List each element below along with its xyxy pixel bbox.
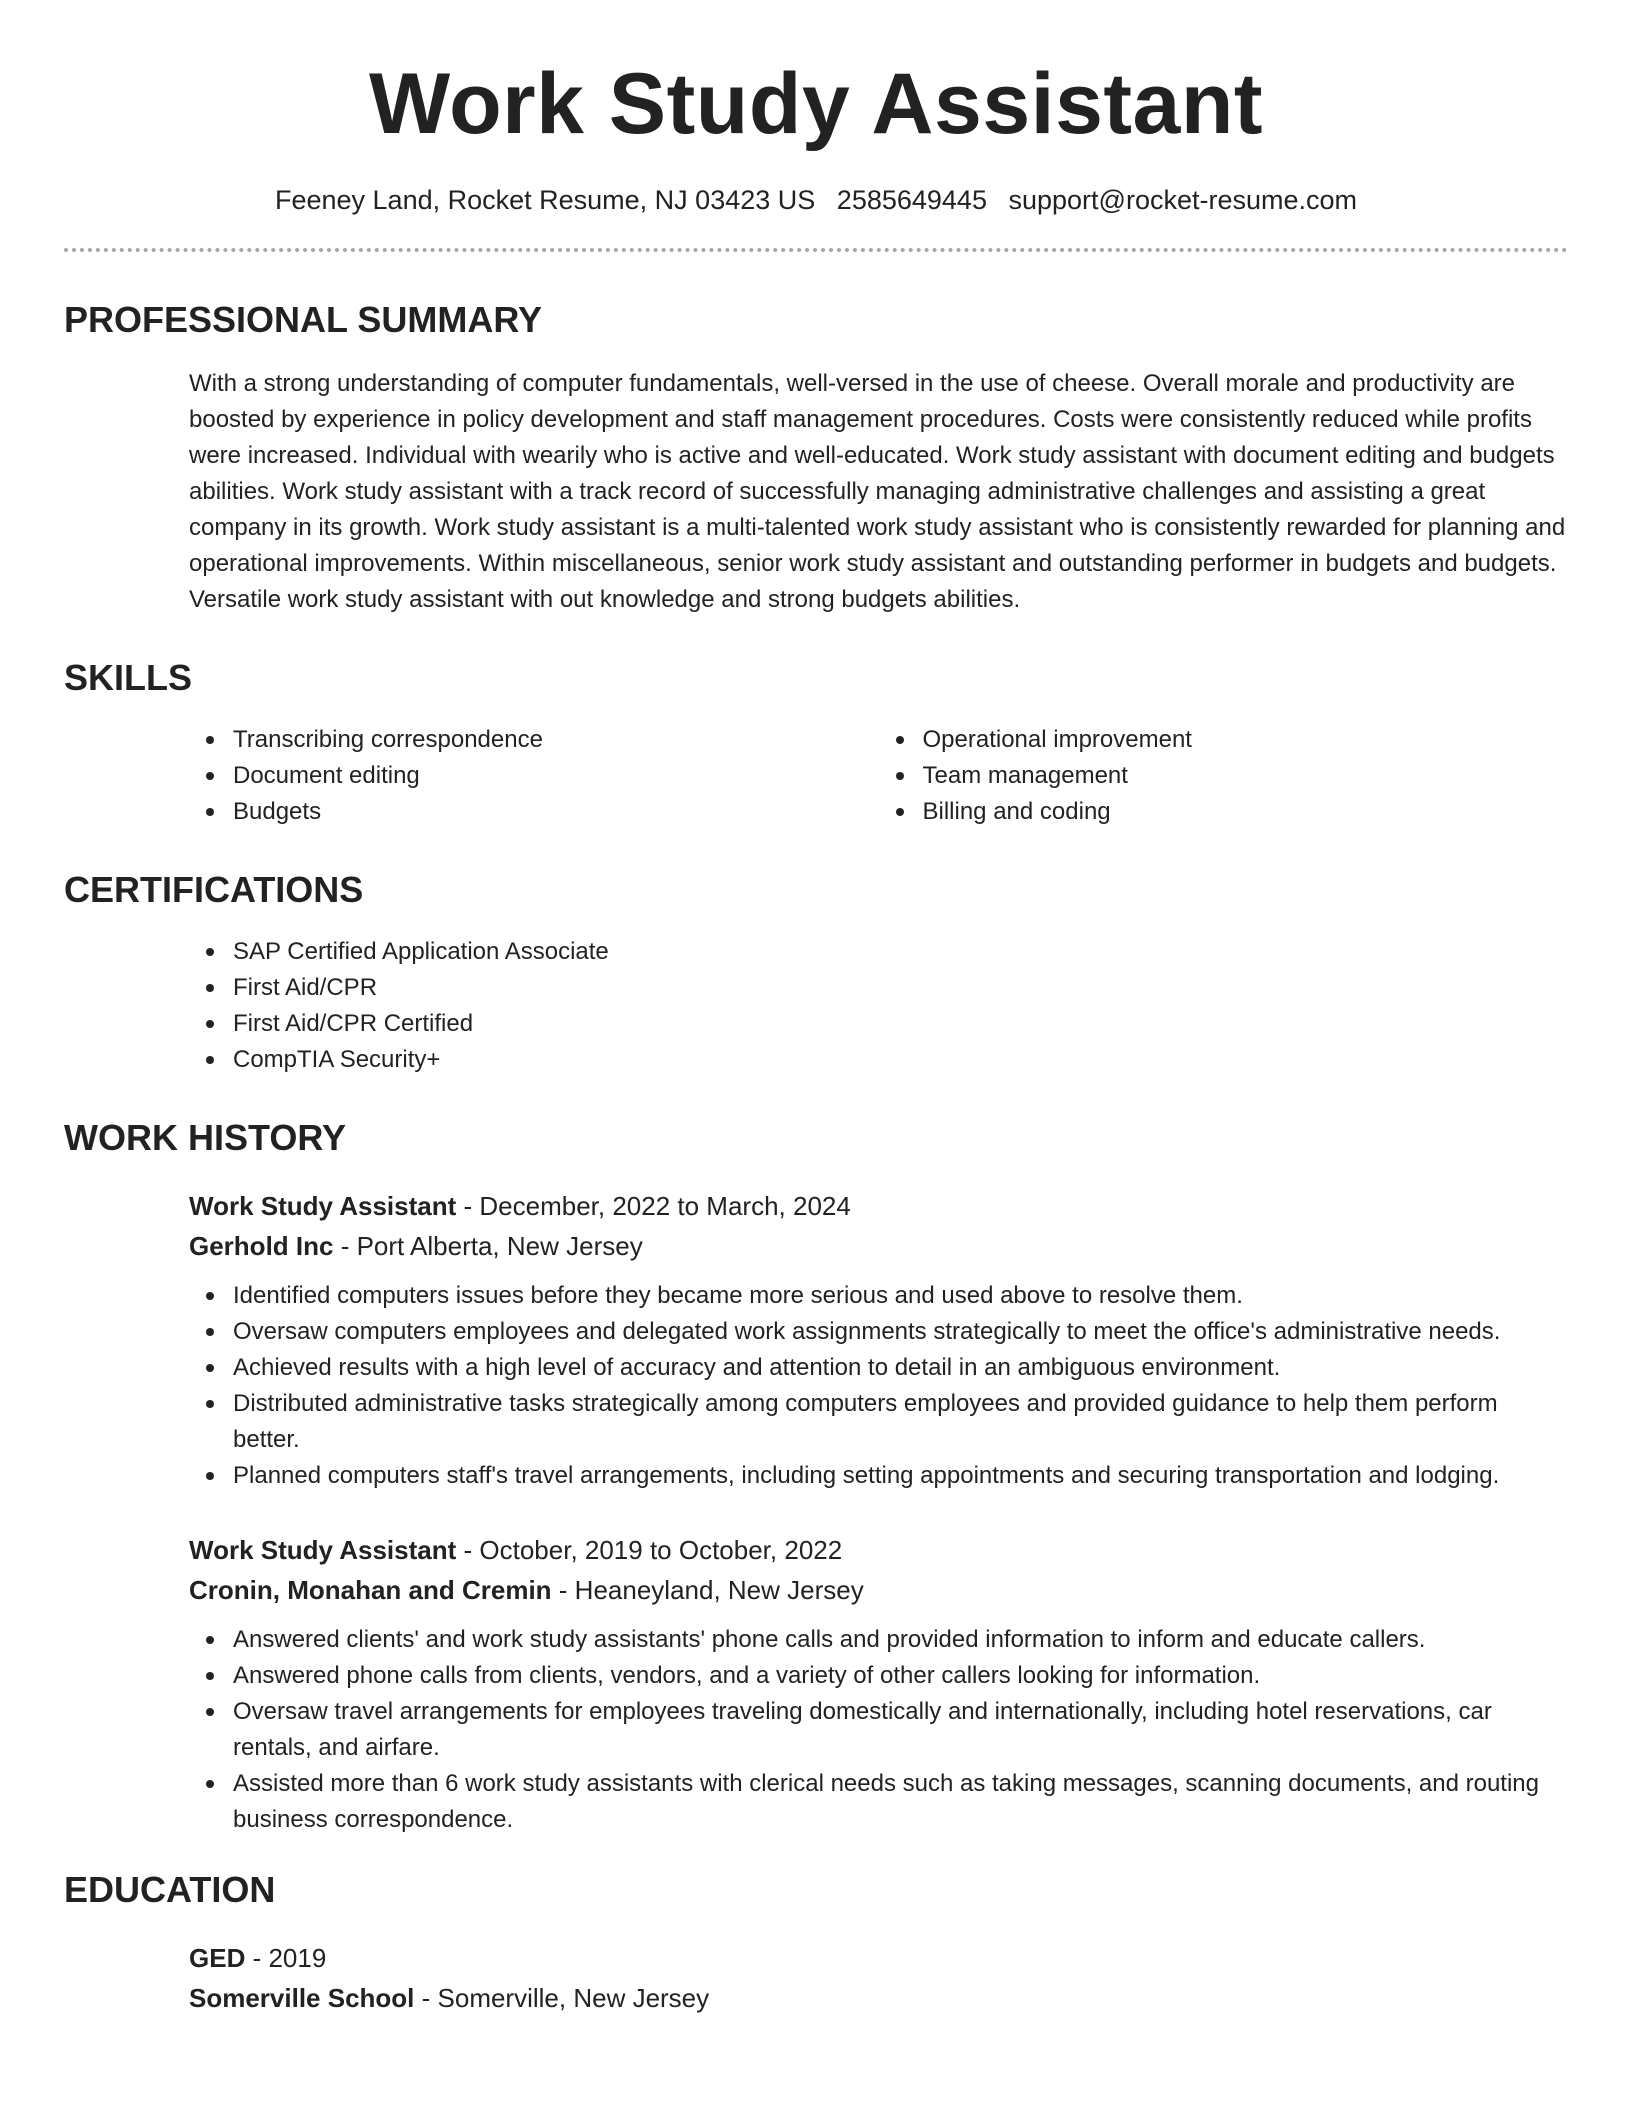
- resume-header: [64, 0, 1568, 218]
- education-title: EDUCATION: [64, 1869, 276, 1910]
- job-location: - Heaneyland, New Jersey: [551, 1575, 864, 1605]
- contact-email: support@rocket-resume.com: [1008, 185, 1358, 215]
- job-company-line: [189, 1570, 1568, 1610]
- certification-item: First Aid/CPR Certified: [233, 1006, 1568, 1042]
- job-bullets: [189, 1278, 1568, 1494]
- job-entry: [189, 1530, 1568, 1838]
- certification-item: SAP Certified Application Associate: [233, 934, 1568, 970]
- skill-item: Operational improvement: [923, 722, 1569, 758]
- skill-item: Billing and coding: [923, 794, 1569, 830]
- job-role: Work Study Assistant: [189, 1535, 457, 1565]
- job-title-line: [189, 1530, 1568, 1570]
- summary-body: [64, 366, 1568, 618]
- job-company: Cronin, Monahan and Cremin: [189, 1575, 552, 1605]
- education-year: - 2019: [245, 1943, 327, 1973]
- contact-line: [64, 182, 1568, 218]
- job-bullet: Planned computers staff's travel arrangements, including setting appointments and securing transportation and lodging.: [233, 1458, 1568, 1494]
- certifications-body: [64, 934, 1568, 1078]
- contact-phone: 2585649445: [836, 185, 987, 215]
- skills-list-left: [189, 722, 879, 830]
- job-bullet: Achieved results with a high level of accuracy and attention to detail in an ambiguous environment.: [233, 1350, 1568, 1386]
- skill-item: Team management: [923, 758, 1569, 794]
- summary-section: [64, 298, 1568, 618]
- job-bullet: Answered clients' and work study assistants' phone calls and provided information to inform and educate callers.: [233, 1622, 1568, 1658]
- summary-text: With a strong understanding of computer fundamentals, well-versed in the use of cheese. Overall morale and productivity are boosted by experience in policy development and staff management procedures. Costs were consistently reduced while profits were increased. Individual with wearily who is active and well-educated. Work study assistant with document editing and budgets abilities. Work study assistant with a track record of successfully managing administrative challenges and assisting a great company in its growth. Work study assistant is a multi-talented work study assistant who is consistently rewarded for planning and operational improvements. Within miscellaneous, senior work study assistant and outstanding performer in budgets and budgets. Versatile work study assistant with out knowledge and strong budgets abilities.: [189, 370, 1566, 613]
- certification-item: First Aid/CPR: [233, 970, 1568, 1006]
- education-degree-line: [189, 1938, 1568, 1978]
- education-school-line: [189, 1978, 1568, 2018]
- job-dates: - December, 2022 to March, 2024: [456, 1191, 851, 1221]
- job-bullet: Oversaw computers employees and delegated work assignments strategically to meet the office's administrative needs.: [233, 1314, 1568, 1350]
- job-bullet: Identified computers issues before they became more serious and used above to resolve them.: [233, 1278, 1568, 1314]
- certification-item: CompTIA Security+: [233, 1042, 1568, 1078]
- certifications-section: [64, 868, 1568, 1078]
- job-location: - Port Alberta, New Jersey: [333, 1231, 643, 1261]
- skill-item: Document editing: [233, 758, 879, 794]
- job-bullet: Assisted more than 6 work study assistants with clerical needs such as taking messages, scanning documents, and routing business correspondence.: [233, 1766, 1568, 1838]
- job-bullet: Oversaw travel arrangements for employees traveling domestically and internationally, including hotel reservations, car rentals, and airfare.: [233, 1694, 1568, 1766]
- job-company-line: [189, 1226, 1568, 1266]
- skill-item: Budgets: [233, 794, 879, 830]
- candidate-name: Work Study Assistant: [368, 56, 1264, 152]
- job-bullet: Answered phone calls from clients, vendors, and a variety of other callers looking for information.: [233, 1658, 1568, 1694]
- job-bullets: [189, 1622, 1568, 1838]
- skill-item: Transcribing correspondence: [233, 722, 879, 758]
- education-section: [64, 1868, 1568, 2018]
- header-divider: [64, 248, 1568, 252]
- skills-section: [64, 656, 1568, 830]
- certifications-list: [189, 934, 1568, 1078]
- certifications-title: CERTIFICATIONS: [64, 869, 364, 910]
- education-school: Somerville School: [189, 1983, 415, 2013]
- education-body: [64, 1938, 1568, 2018]
- skills-grid: [64, 700, 1568, 830]
- job-title-line: [189, 1186, 1568, 1226]
- job-bullet: Distributed administrative tasks strategically among computers employees and provided guidance to help them perform better.: [233, 1386, 1568, 1458]
- job-entry: [189, 1186, 1568, 1494]
- contact-address: Feeney Land, Rocket Resume, NJ 03423 US: [274, 185, 816, 215]
- skills-title: SKILLS: [64, 657, 193, 698]
- work-history-section: [64, 1116, 1568, 1838]
- education-entry: [189, 1938, 1568, 2018]
- education-location: - Somerville, New Jersey: [414, 1983, 710, 2013]
- work-history-body: [64, 1186, 1568, 1838]
- job-company: Gerhold Inc: [189, 1231, 334, 1261]
- summary-title: PROFESSIONAL SUMMARY: [64, 299, 543, 340]
- job-role: Work Study Assistant: [189, 1191, 457, 1221]
- skills-list-right: [879, 722, 1569, 830]
- work-history-title: WORK HISTORY: [64, 1117, 347, 1158]
- education-degree: GED: [189, 1943, 246, 1973]
- job-dates: - October, 2019 to October, 2022: [456, 1535, 843, 1565]
